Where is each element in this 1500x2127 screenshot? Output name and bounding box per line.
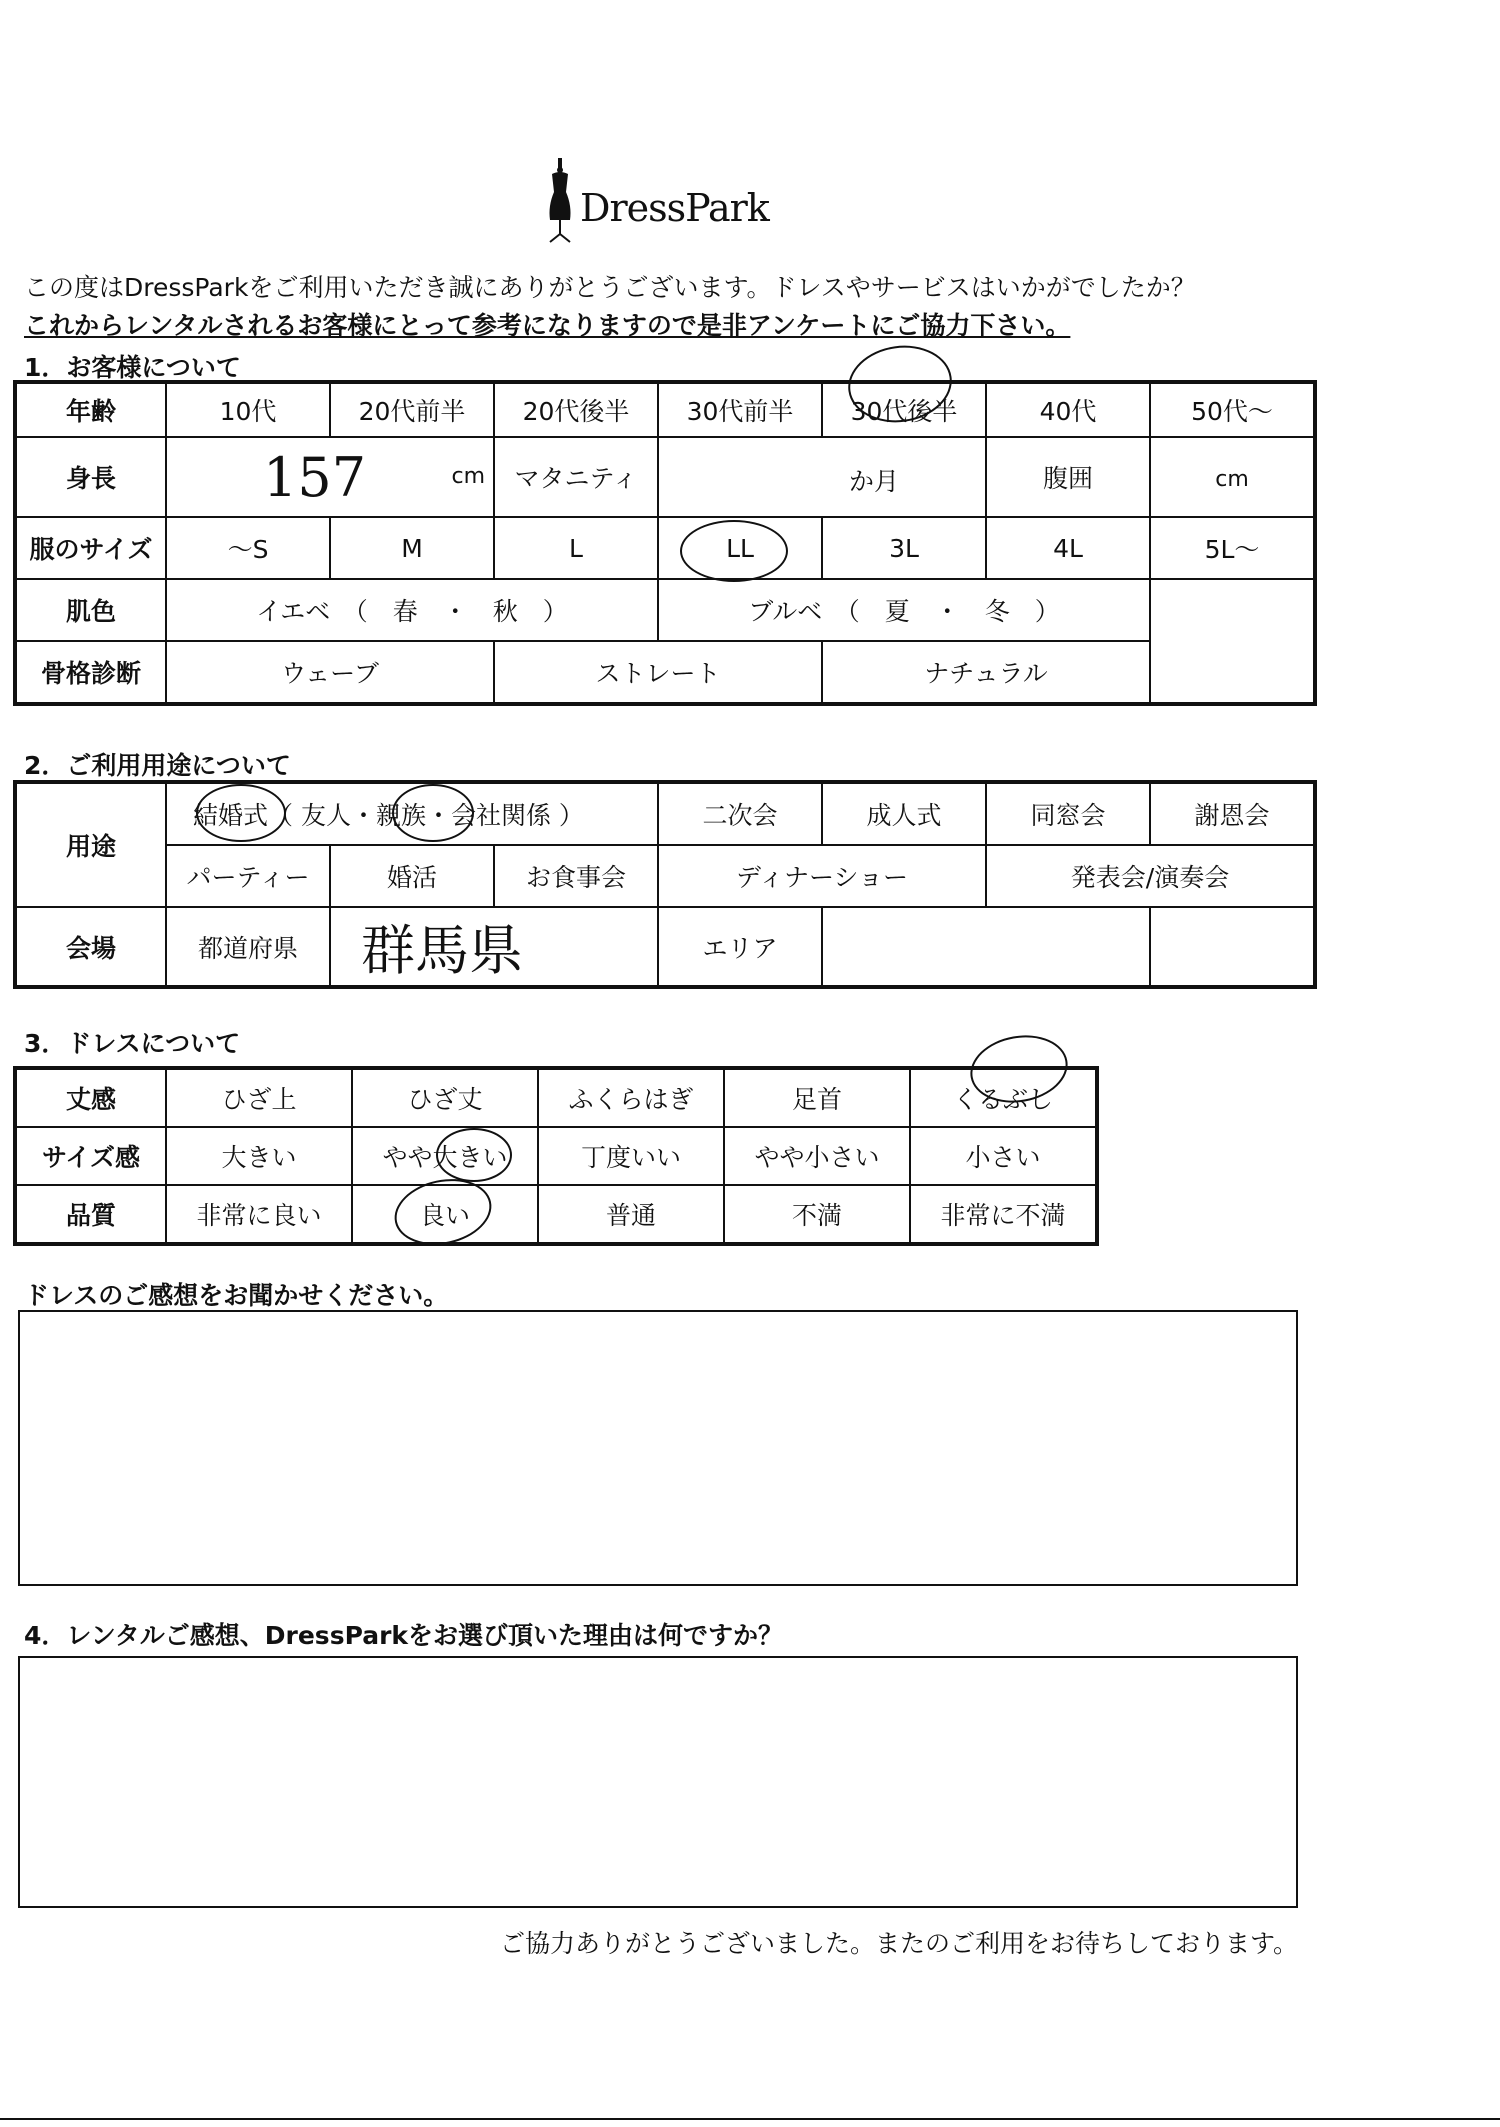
month-unit: か月 — [849, 467, 900, 496]
age-option[interactable]: 40代 — [986, 383, 1150, 437]
rental-comment-box[interactable] — [18, 1656, 1298, 1908]
wedding-main[interactable]: 結婚式 — [193, 801, 269, 830]
size-option[interactable]: 4L — [986, 517, 1150, 579]
skin-yellow-option[interactable]: イエベ （ 春 ・ 秋 ） — [166, 579, 658, 641]
fit-option[interactable]: やや小さい — [724, 1127, 910, 1185]
quality-label: 品質 — [16, 1185, 166, 1243]
length-label: 丈感 — [16, 1069, 166, 1127]
quality-option[interactable]: 非常に良い — [166, 1185, 352, 1243]
quality-option[interactable]: 非常に不満 — [910, 1185, 1096, 1243]
dress-comment-prompt: ドレスのご感想をお聞かせください。 — [24, 1281, 449, 1310]
size-option-selected[interactable]: LL — [658, 517, 822, 579]
section-2-title: 2．ご利用用途について — [24, 751, 291, 780]
dress-feedback-table — [15, 1068, 1097, 1244]
size-label: 服のサイズ — [16, 517, 166, 579]
usage-option[interactable]: お食事会 — [494, 845, 658, 907]
size-option[interactable]: L — [494, 517, 658, 579]
usage-option[interactable]: 成人式 — [822, 783, 986, 845]
size-option[interactable]: 5L～ — [1150, 517, 1314, 579]
skin-blue-option[interactable]: ブルベ （ 夏 ・ 冬 ） — [658, 579, 1150, 641]
bottom-edge-line — [0, 2118, 1500, 2120]
usage-option[interactable]: 婚活 — [330, 845, 494, 907]
age-option[interactable]: 50代～ — [1150, 383, 1314, 437]
length-option[interactable]: ふくらはぎ — [538, 1069, 724, 1127]
section-4-title: 4．レンタルご感想、DressParkをお選び頂いた理由は何ですか？ — [24, 1621, 784, 1650]
size-option[interactable]: ～S — [166, 517, 330, 579]
area-field[interactable] — [822, 907, 1150, 986]
age-option[interactable]: 10代 — [166, 383, 330, 437]
usage-option[interactable]: 発表会/演奏会 — [986, 845, 1314, 907]
height-unit: cm — [451, 464, 485, 489]
fit-label: サイズ感 — [16, 1127, 166, 1185]
wedding-relations[interactable]: （ 友人・親族・会社関係 ） — [268, 801, 584, 830]
usage-table — [15, 782, 1315, 987]
prefecture-label: 都道府県 — [166, 907, 330, 986]
skin-label: 肌色 — [16, 579, 166, 641]
size-option[interactable]: 3L — [822, 517, 986, 579]
age-option[interactable]: 30代前半 — [658, 383, 822, 437]
age-option[interactable]: 20代前半 — [330, 383, 494, 437]
intro-line-1: この度はDressParkをご利用いただき誠にありがとうございます。ドレスやサービスはいかがでしたか？ — [24, 273, 1196, 302]
waist-label: 腹囲 — [986, 437, 1150, 517]
frame-option[interactable]: ナチュラル — [822, 641, 1150, 703]
usage-option[interactable]: 同窓会 — [986, 783, 1150, 845]
height-label: 身長 — [16, 437, 166, 517]
fit-option-selected[interactable]: やや大きい — [352, 1127, 538, 1185]
logo-text: DressPark — [580, 186, 769, 230]
dresspark-logo — [540, 158, 800, 248]
size-option[interactable]: M — [330, 517, 494, 579]
length-option[interactable]: ひざ上 — [166, 1069, 352, 1127]
age-option-selected[interactable]: 30代後半 — [822, 383, 986, 437]
purpose-label: 用途 — [16, 783, 166, 907]
usage-option[interactable]: 謝恩会 — [1150, 783, 1314, 845]
quality-option[interactable]: 普通 — [538, 1185, 724, 1243]
quality-option-selected[interactable]: 良い — [352, 1185, 538, 1243]
usage-option[interactable]: パーティー — [166, 845, 330, 907]
fit-option[interactable]: 大きい — [166, 1127, 352, 1185]
frame-label: 骨格診断 — [16, 641, 166, 703]
frame-option[interactable]: ウェーブ — [166, 641, 494, 703]
frame-option[interactable]: ストレート — [494, 641, 822, 703]
fit-option[interactable]: 小さい — [910, 1127, 1096, 1185]
maternity-months-cell[interactable] — [658, 437, 986, 517]
prefecture-field[interactable] — [330, 907, 658, 986]
length-option[interactable]: 足首 — [724, 1069, 910, 1127]
wedding-option[interactable] — [166, 783, 658, 845]
age-label: 年齢 — [16, 383, 166, 437]
fit-option[interactable]: 丁度いい — [538, 1127, 724, 1185]
dress-comment-box[interactable] — [18, 1310, 1298, 1586]
section-1-title: 1．お客様について — [24, 353, 241, 382]
length-option[interactable]: ひざ丈 — [352, 1069, 538, 1127]
age-option[interactable]: 20代後半 — [494, 383, 658, 437]
area-label: エリア — [658, 907, 822, 986]
waist-cell[interactable] — [1150, 437, 1314, 517]
venue-label: 会場 — [16, 907, 166, 986]
thanks-message: ご協力ありがとうございました。またのご利用をお待ちしております。 — [500, 1929, 1299, 1958]
length-option-selected[interactable]: くるぶし — [910, 1069, 1096, 1127]
dress-form-icon — [540, 158, 580, 248]
quality-option[interactable]: 不満 — [724, 1185, 910, 1243]
usage-option[interactable]: 二次会 — [658, 783, 822, 845]
waist-unit: cm — [1215, 466, 1249, 492]
intro-line-2: これからレンタルされるお客様にとって参考になりますので是非アンケートにご協力下さい。 — [24, 311, 1071, 340]
prefecture-value: 群馬県 — [361, 919, 523, 982]
maternity-label: マタニティ — [494, 437, 658, 517]
height-cell[interactable] — [166, 437, 494, 517]
height-value: 157 — [263, 446, 367, 509]
section-3-title: 3．ドレスについて — [24, 1029, 241, 1058]
usage-option[interactable]: ディナーショー — [658, 845, 986, 907]
customer-info-table — [15, 382, 1315, 704]
